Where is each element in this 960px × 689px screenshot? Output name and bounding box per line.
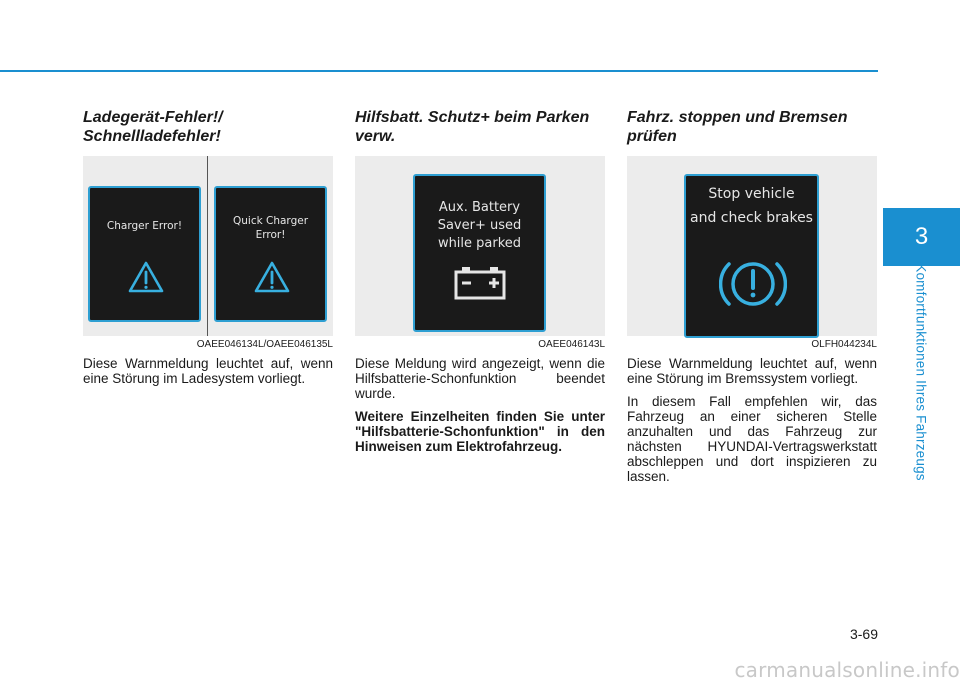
display-quick-charger-error xyxy=(214,186,327,322)
figure-charger-error xyxy=(83,156,333,336)
figure-caption: OAEE046143L xyxy=(538,339,605,350)
display-text-line-2: Saver+ used xyxy=(437,218,522,233)
figure-stop-vehicle xyxy=(627,156,877,336)
battery-icon xyxy=(454,266,506,300)
display-text-line-1: Aux. Battery xyxy=(438,200,521,215)
figure-caption: OAEE046134L/OAEE046135L xyxy=(196,339,333,350)
warning-triangle-icon xyxy=(253,260,291,294)
body-paragraph: Diese Warnmeldung leuchtet auf, wenn eine Störung im Bremssystem vorliegt. xyxy=(627,356,877,386)
display-stop-vehicle xyxy=(684,174,819,338)
display-text-line-2: Error! xyxy=(255,229,286,241)
figure-caption: OLFH044234L xyxy=(811,339,877,350)
brake-warning-icon xyxy=(719,254,787,314)
section-charger-error xyxy=(83,108,333,386)
figure-divider xyxy=(207,156,208,336)
header-rule xyxy=(0,70,878,72)
page-number: 3-69 xyxy=(849,626,878,642)
warning-triangle-icon xyxy=(127,260,165,294)
display-text-line-3: while parked xyxy=(437,236,522,251)
section-heading: Hilfsbatt. Schutz+ beim Parken verw. xyxy=(355,109,590,145)
section-stop-vehicle xyxy=(627,108,877,484)
chapter-number: 3 xyxy=(914,223,929,250)
watermark: carmanualsonline.info xyxy=(734,658,960,682)
display-aux-battery xyxy=(413,174,546,332)
body-paragraph: Diese Meldung wird angezeigt, wenn die Hilfsbatterie-Schonfunktion beendet wurde. xyxy=(355,356,605,401)
section-heading: Fahrz. stoppen und Bremsen prüfen xyxy=(627,109,848,145)
chapter-number-tab[interactable] xyxy=(883,208,960,266)
body-paragraph: In diesem Fall empfehlen wir, das Fahrzeug an einer sicheren Stelle anzuhalten und das Fahrzeug zur nächsten HYUNDAI-Vertragswerkstatt abschleppen und dort inspizieren zu lassen. xyxy=(627,394,877,484)
body-paragraph: Diese Warnmeldung leuchtet auf, wenn eine Störung im Ladesystem vorliegt. xyxy=(83,356,333,386)
chapter-title: Komfortfunktionen Ihres Fahrzeugs xyxy=(913,263,929,481)
display-text: Charger Error! xyxy=(106,220,183,232)
section-aux-battery xyxy=(355,108,605,454)
display-text-line-1: Stop vehicle xyxy=(708,186,795,202)
figure-aux-battery xyxy=(355,156,605,336)
display-charger-error xyxy=(88,186,201,322)
body-paragraph-bold: Weitere Einzelheiten finden Sie unter "Hilfsbatterie-Schonfunktion" in den Hinweisen zum Elektrofahrzeug. xyxy=(355,409,605,454)
display-text-line-2: and check brakes xyxy=(690,210,813,226)
display-text-line-1: Quick Charger xyxy=(232,215,309,227)
section-heading: Ladegerät-Fehler!/ Schnellladefehler! xyxy=(83,109,223,145)
